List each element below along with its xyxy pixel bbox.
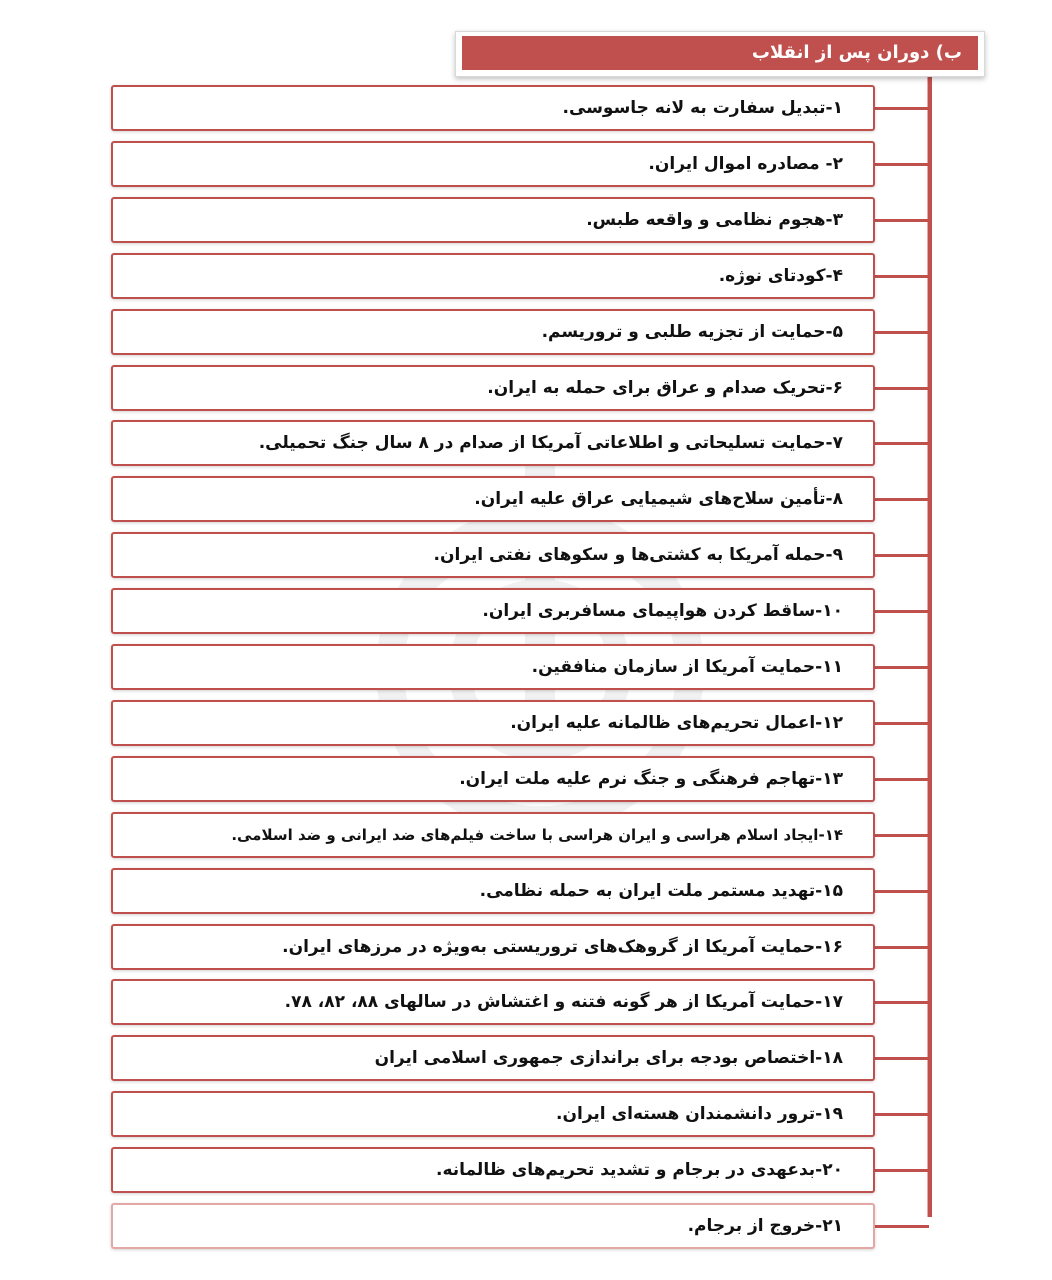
- list-item: ۱-تبدیل سفارت به لانه جاسوسی.: [111, 85, 875, 131]
- connector-trunk-line: [927, 77, 932, 1217]
- list-item: ۹-حمله آمریکا به کشتی‌ها و سکوهای نفتی ایران.: [111, 532, 875, 578]
- list-item: ۴-کودتای نوژه.: [111, 253, 875, 299]
- connector-line: [875, 1225, 929, 1228]
- connector-line: [875, 275, 929, 278]
- connector-line: [875, 554, 929, 557]
- list-item: ۶-تحریک صدام و عراق برای حمله به ایران.: [111, 365, 875, 411]
- list-item: ۱۴-ایجاد اسلام هراسی و ایران هراسی با ساخت فیلم‌های ضد ایرانی و ضد اسلامی.: [111, 812, 875, 858]
- connector-line: [875, 610, 929, 613]
- list-item: ۱۹-ترور دانشمندان هسته‌ای ایران.: [111, 1091, 875, 1137]
- connector-line: [875, 1169, 929, 1172]
- connector-line: [875, 1113, 929, 1116]
- list-item: ۱۵-تهدید مستمر ملت ایران به حمله نظامی.: [111, 868, 875, 914]
- section-header-box: [455, 31, 985, 77]
- list-item: ۱۲-اعمال تحریم‌های ظالمانه علیه ایران.: [111, 700, 875, 746]
- list-item: ۳-هجوم نظامی و واقعه طبس.: [111, 197, 875, 243]
- connector-line: [875, 163, 929, 166]
- list-item: ۲۱-خروج از برجام.: [111, 1203, 875, 1249]
- connector-line: [875, 107, 929, 110]
- connector-line: [875, 387, 929, 390]
- connector-line: [875, 219, 929, 222]
- list-item: ۵-حمایت از تجزیه طلبی و تروریسم.: [111, 309, 875, 355]
- connector-line: [875, 834, 929, 837]
- connector-line: [875, 442, 929, 445]
- connector-line: [875, 1057, 929, 1060]
- connector-line: [875, 498, 929, 501]
- section-title: ب) دوران پس از انقلاب: [462, 36, 978, 70]
- connector-line: [875, 331, 929, 334]
- list-item: ۱۱-حمایت آمریکا از سازمان منافقین.: [111, 644, 875, 690]
- list-item: ۱۰-ساقط کردن هواپیمای مسافربری ایران.: [111, 588, 875, 634]
- list-item: ۷-حمایت تسلیحاتی و اطلاعاتی آمریکا از صدام در ۸ سال جنگ تحمیلی.: [111, 420, 875, 466]
- connector-line: [875, 1001, 929, 1004]
- list-item: ۱۳-تهاجم فرهنگی و جنگ نرم علیه ملت ایران.: [111, 756, 875, 802]
- connector-line: [875, 890, 929, 893]
- connector-line: [875, 946, 929, 949]
- list-item: ۸-تأمین سلاح‌های شیمیایی عراق علیه ایران.: [111, 476, 875, 522]
- list-item: ۱۷-حمایت آمریکا از هر گونه فتنه و اغتشاش در سالهای ۸۸، ۸۲، ۷۸.: [111, 979, 875, 1025]
- connector-line: [875, 666, 929, 669]
- connector-line: [875, 778, 929, 781]
- list-item: ۲- مصادره اموال ایران.: [111, 141, 875, 187]
- list-item: ۱۸-اختصاص بودجه برای براندازی جمهوری اسلامی ایران: [111, 1035, 875, 1081]
- list-item: ۲۰-بدعهدی در برجام و تشدید تحریم‌های ظالمانه.: [111, 1147, 875, 1193]
- connector-line: [875, 722, 929, 725]
- list-item: ۱۶-حمایت آمریکا از گروهک‌های تروریستی به‌ویژه در مرزهای ایران.: [111, 924, 875, 970]
